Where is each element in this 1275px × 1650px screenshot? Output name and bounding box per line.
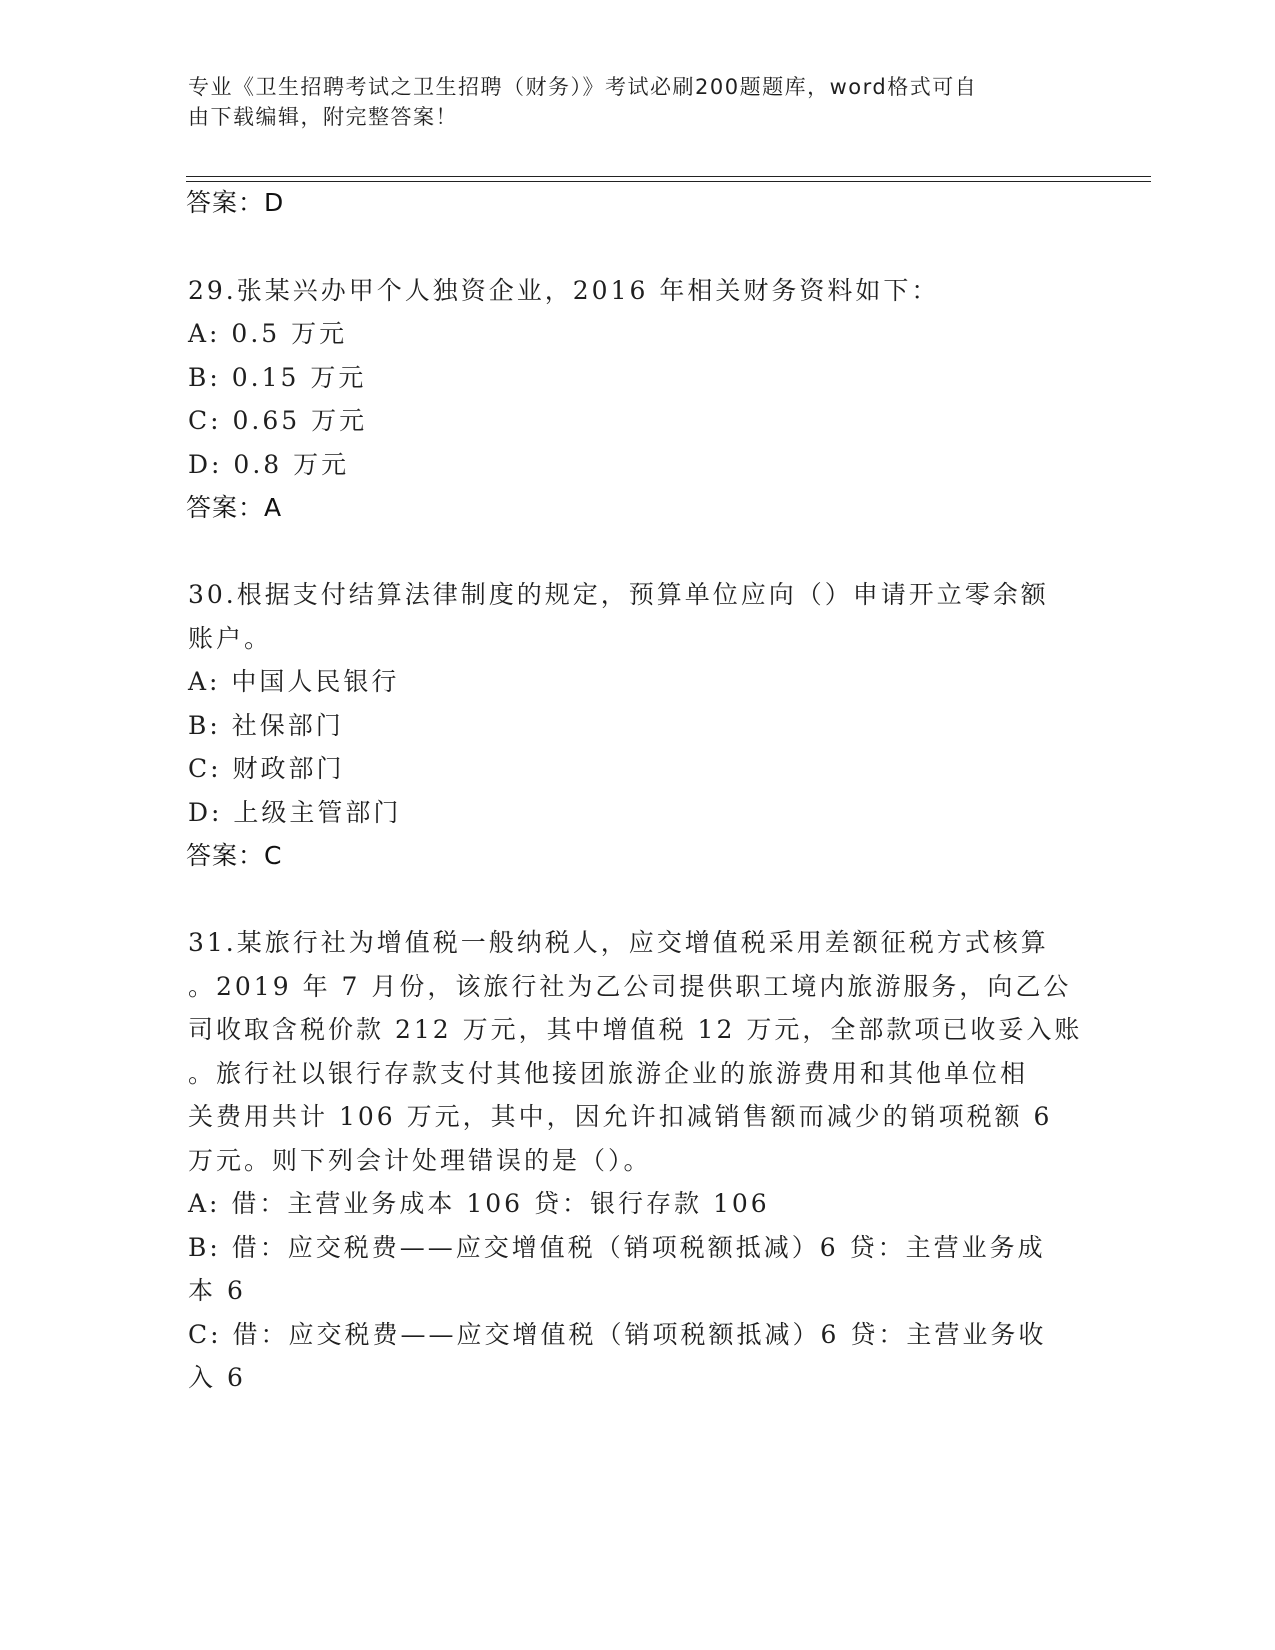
question-31-option-c: C: 借：应交税费——应交增值税（销项税额抵减）6 贷：主营业务收 (188, 1320, 1047, 1349)
question-31-option-a: A: 借：主营业务成本 106 贷：银行存款 106 (188, 1189, 770, 1218)
document-header (188, 72, 1068, 132)
question-31-stem-line-3: 司收取含税价款 212 万元，其中增值税 12 万元，全部款项已收妥入账 (188, 1015, 1083, 1044)
question-31-option-b: B: 借：应交税费——应交增值税（销项税额抵减）6 贷：主营业务成 (188, 1233, 1046, 1262)
previous-answer: 答案：D (186, 188, 285, 217)
header-rule-top (186, 176, 1151, 177)
question-29-option-c: C: 0.65 万元 (188, 406, 368, 435)
question-31-stem-line-2: 。2019 年 7 月份，该旅行社为乙公司提供职工境内旅游服务，向乙公 (188, 972, 1072, 1001)
header-line-2: 由下载编辑，附完整答案！ (188, 105, 458, 129)
question-30-option-c: C: 财政部门 (188, 754, 345, 783)
question-29-option-a: A: 0.5 万元 (188, 319, 348, 348)
question-29-stem: 29.张某兴办甲个人独资企业，2016 年相关财务资料如下： (188, 276, 940, 305)
question-31-option-c-cont: 入 6 (188, 1363, 246, 1392)
question-31-stem-line-6: 万元。则下列会计处理错误的是（）。 (188, 1146, 652, 1175)
header-line-1: 专业《卫生招聘考试之卫生招聘（财务）》考试必刷200题题库，word格式可自 (188, 75, 978, 99)
question-31-option-b-cont: 本 6 (188, 1276, 246, 1305)
question-31-stem-line-1: 31.某旅行社为增值税一般纳税人，应交增值税采用差额征税方式核算 (188, 928, 1049, 957)
question-30-option-a: A: 中国人民银行 (188, 667, 400, 696)
question-30-answer: 答案：C (186, 841, 283, 870)
question-29-option-b: B: 0.15 万元 (188, 363, 367, 392)
question-29-answer: 答案：A (186, 493, 283, 522)
header-rule-bottom (186, 181, 1151, 182)
question-31-stem-line-4: 。旅行社以银行存款支付其他接团旅游企业的旅游费用和其他单位相 (188, 1059, 1029, 1088)
question-30-option-d: D: 上级主管部门 (188, 798, 402, 827)
question-30-stem-line-1: 30.根据支付结算法律制度的规定，预算单位应向（）申请开立零余额 (188, 580, 1049, 609)
question-30-option-b: B: 社保部门 (188, 711, 344, 740)
question-30-stem-line-2: 账户。 (188, 624, 273, 653)
question-31-stem-line-5: 关费用共计 106 万元，其中，因允许扣减销售额而减少的销项税额 6 (188, 1102, 1053, 1131)
question-29-option-d: D: 0.8 万元 (188, 450, 350, 479)
